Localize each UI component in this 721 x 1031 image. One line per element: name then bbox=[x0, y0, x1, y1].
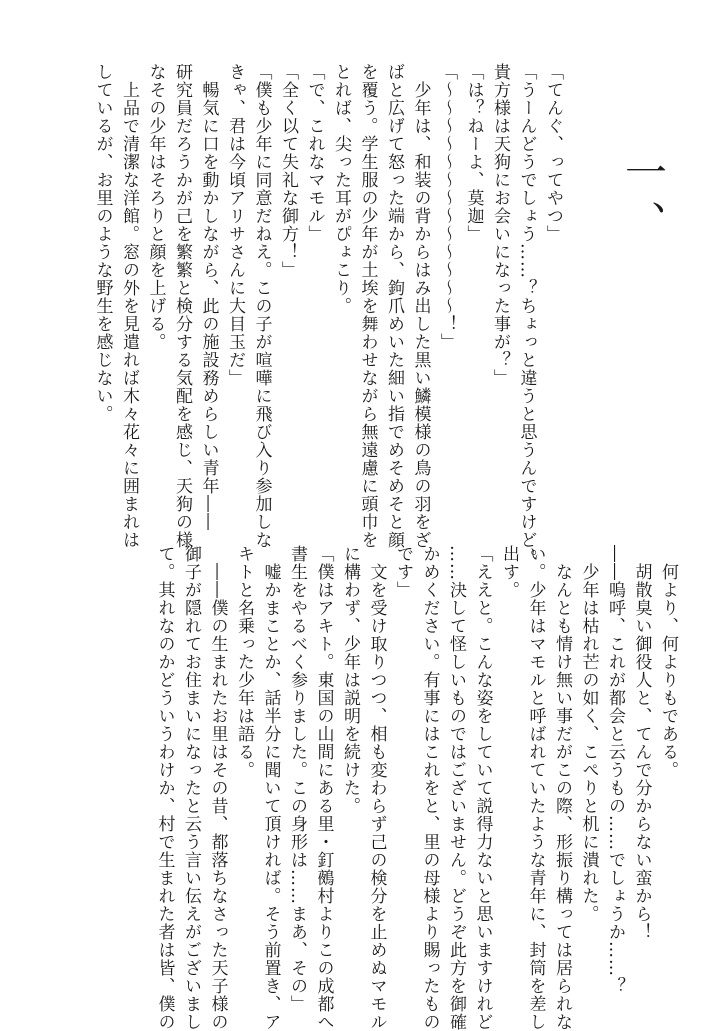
text-line: ばと広げて怒った端から、鉤爪めいた細い指でめそめそと顔 bbox=[384, 63, 404, 549]
text-line: 御子が隠れてお住まいになったと云う言い伝えがございまし bbox=[181, 545, 201, 1031]
text-line: きゃ、君は今頃アリサさんに大目玉だ」 bbox=[225, 63, 245, 387]
text-line: い。少年はマモルと呼ばれていたような青年に、封筒を差し bbox=[525, 545, 546, 1031]
text-line: 「うーんどうでしょう……？ちょっと違うと思うんですけど。 bbox=[516, 63, 537, 567]
text-line: 「全く以て失礼な御方！」 bbox=[278, 63, 298, 279]
text-line: 「で、これなマモル」 bbox=[304, 63, 325, 243]
text-line: 胡散臭い御役人と、てんで分からない蛮から！ bbox=[631, 545, 652, 941]
text-line: に構わず、少年は説明を続けた。 bbox=[340, 545, 360, 815]
text-line: 研究員だろうかが己を繁繁と検分する気配を感じ、天狗の様 bbox=[172, 63, 192, 549]
text-line: 少年は、和装の背からはみ出した黒い鱗模様の鳥の羽をざ bbox=[410, 63, 431, 549]
text-line: 文を受け取りつつ、相も変わらず己の検分を止めぬマモル bbox=[366, 545, 387, 1031]
text-line: なその少年はそろりと顔を上げる。 bbox=[145, 63, 166, 351]
chapter-title: 一、 bbox=[619, 150, 668, 250]
text-line: キトと名乗った少年は語る。 bbox=[234, 545, 254, 779]
text-line: 「僕も少年に同意だねえ。この子が喧嘩に飛び入り参加しな bbox=[251, 63, 272, 549]
text-line: 書生をやるべく参りました。この身形は……まあ、その」 bbox=[287, 545, 307, 1013]
text-line: て。其れなのかどういうわけか、村で生まれた者は皆、僕の bbox=[154, 545, 175, 1031]
text-line: 暢気に口を動かしながら、此の施設務めらしい青年―― bbox=[198, 63, 219, 531]
text-line: です」 bbox=[393, 545, 413, 599]
text-block-top bbox=[89, 63, 566, 567]
text-line: ……決して怪しいものではございません。どうぞ此方を御確 bbox=[446, 545, 466, 1031]
text-line: しているが、お里のような野生を感じない。 bbox=[92, 63, 113, 423]
text-line: かめください。有事にはこれをと、里の母様より賜ったもの bbox=[419, 545, 440, 1031]
text-line: 出す。 bbox=[499, 545, 519, 599]
text-line: 「てんぐ、ってやつ」 bbox=[543, 63, 563, 243]
text-line: 嘘かまことか、話半分に聞いて頂ければ。そう前置き、ア bbox=[260, 545, 281, 1031]
text-line: 「〜〜〜〜〜〜〜〜〜〜〜〜〜！」 bbox=[437, 63, 457, 351]
text-line: 貴方様は天狗にお会いになった事が？」 bbox=[490, 63, 510, 387]
text-line: 何より、何よりもである。 bbox=[658, 545, 678, 779]
text-line: 「ええと。こんな姿をしていて説得力ないと思いますけれど bbox=[472, 545, 493, 1031]
text-line: とれば、尖った耳がぴょこり。 bbox=[331, 63, 351, 315]
text-line: なんとも情け無い事だがこの際、形振り構っては居られな bbox=[552, 545, 572, 1031]
text-line: 「僕はアキト。東国の山間にある里・釘鵺村よりこの成都へ bbox=[313, 545, 334, 1031]
text-line: 「は？ねーよ、莫迦」 bbox=[463, 63, 484, 243]
text-line: 少年は枯れ芒の如く、こぺりと机に潰れた。 bbox=[578, 545, 599, 923]
text-block-bottom bbox=[151, 545, 681, 1031]
text-line: ――僕の生まれたお里はその昔、都落ちなさった天子様の bbox=[207, 545, 228, 1031]
text-line: を覆う。学生服の少年が土埃を舞わせながら無遠慮に頭巾を bbox=[357, 63, 378, 549]
text-line: ――嗚呼、これが都会と云うもの……でしょうか……？ bbox=[605, 545, 625, 995]
text-line: 上品で清潔な洋館。窓の外を見遣れば木々花々に囲まれは bbox=[119, 63, 139, 549]
